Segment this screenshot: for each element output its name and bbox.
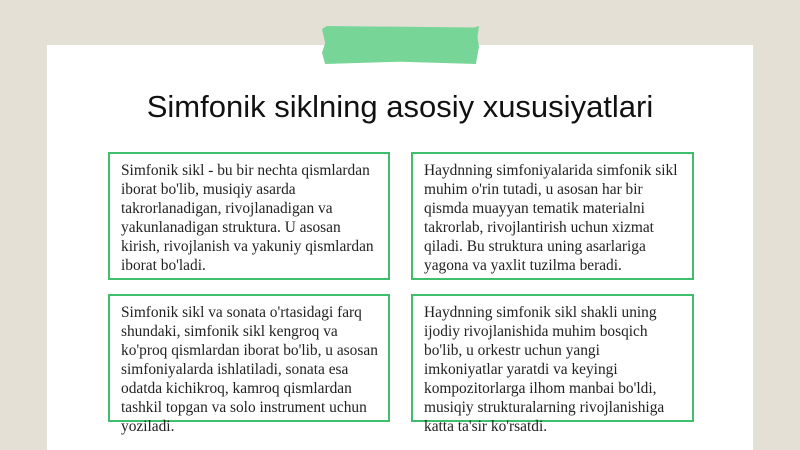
text-box-definition [108,152,390,280]
text-box-haydn-role-text: Haydnning simfoniyalarida simfonik sikl muhim o'rin tutadi, u asosan har bir qismda muayyan tematik materialni takrorlab, rivojlantirish uchun xizmat qiladi. Bu struktura uning asarlariga yagona va yaxlit tuzilma beradi. [424,162,678,274]
slide-title: Simfonik siklning asosiy xususiyatlari [146,89,654,124]
text-box-haydn-influence [411,294,694,435]
text-box-definition-text: Simfonik sikl - bu bir nechta qismlardan iborat bo'lib, musiqiy asarda takrorlanadigan, rivojlanadigan va yakunlanadigan struktura. U asosan kirish, rivojlanish va yakuniy qismlardan iborat bo'ladi. [121,162,374,274]
text-box-sonata-difference [108,294,390,435]
decorative-tape [322,26,479,64]
text-box-haydn-role [411,152,694,280]
text-box-haydn-influence-text: Haydnning simfonik sikl shakli uning ijodiy rivojlanishida muhim bosqich bo'lib, u orkestr uchun yangi imkoniyatlar yaratdi va keyingi kompozitorlarga ilhom manbai bo'ldi, musiqiy strukturalarning rivojlanishiga katta ta'sir ko'rsatdi. [424,304,665,435]
text-box-sonata-difference-text: Simfonik sikl va sonata o'rtasidagi farq shundaki, simfonik sikl kengroq va ko'proq qismlardan iborat bo'lib, u asosan simfoniyalarda ishlatiladi, sonata esa odatda kichikroq, kamroq qismlardan tashkil topgan va solo instrument uchun yoziladi. [121,304,378,435]
